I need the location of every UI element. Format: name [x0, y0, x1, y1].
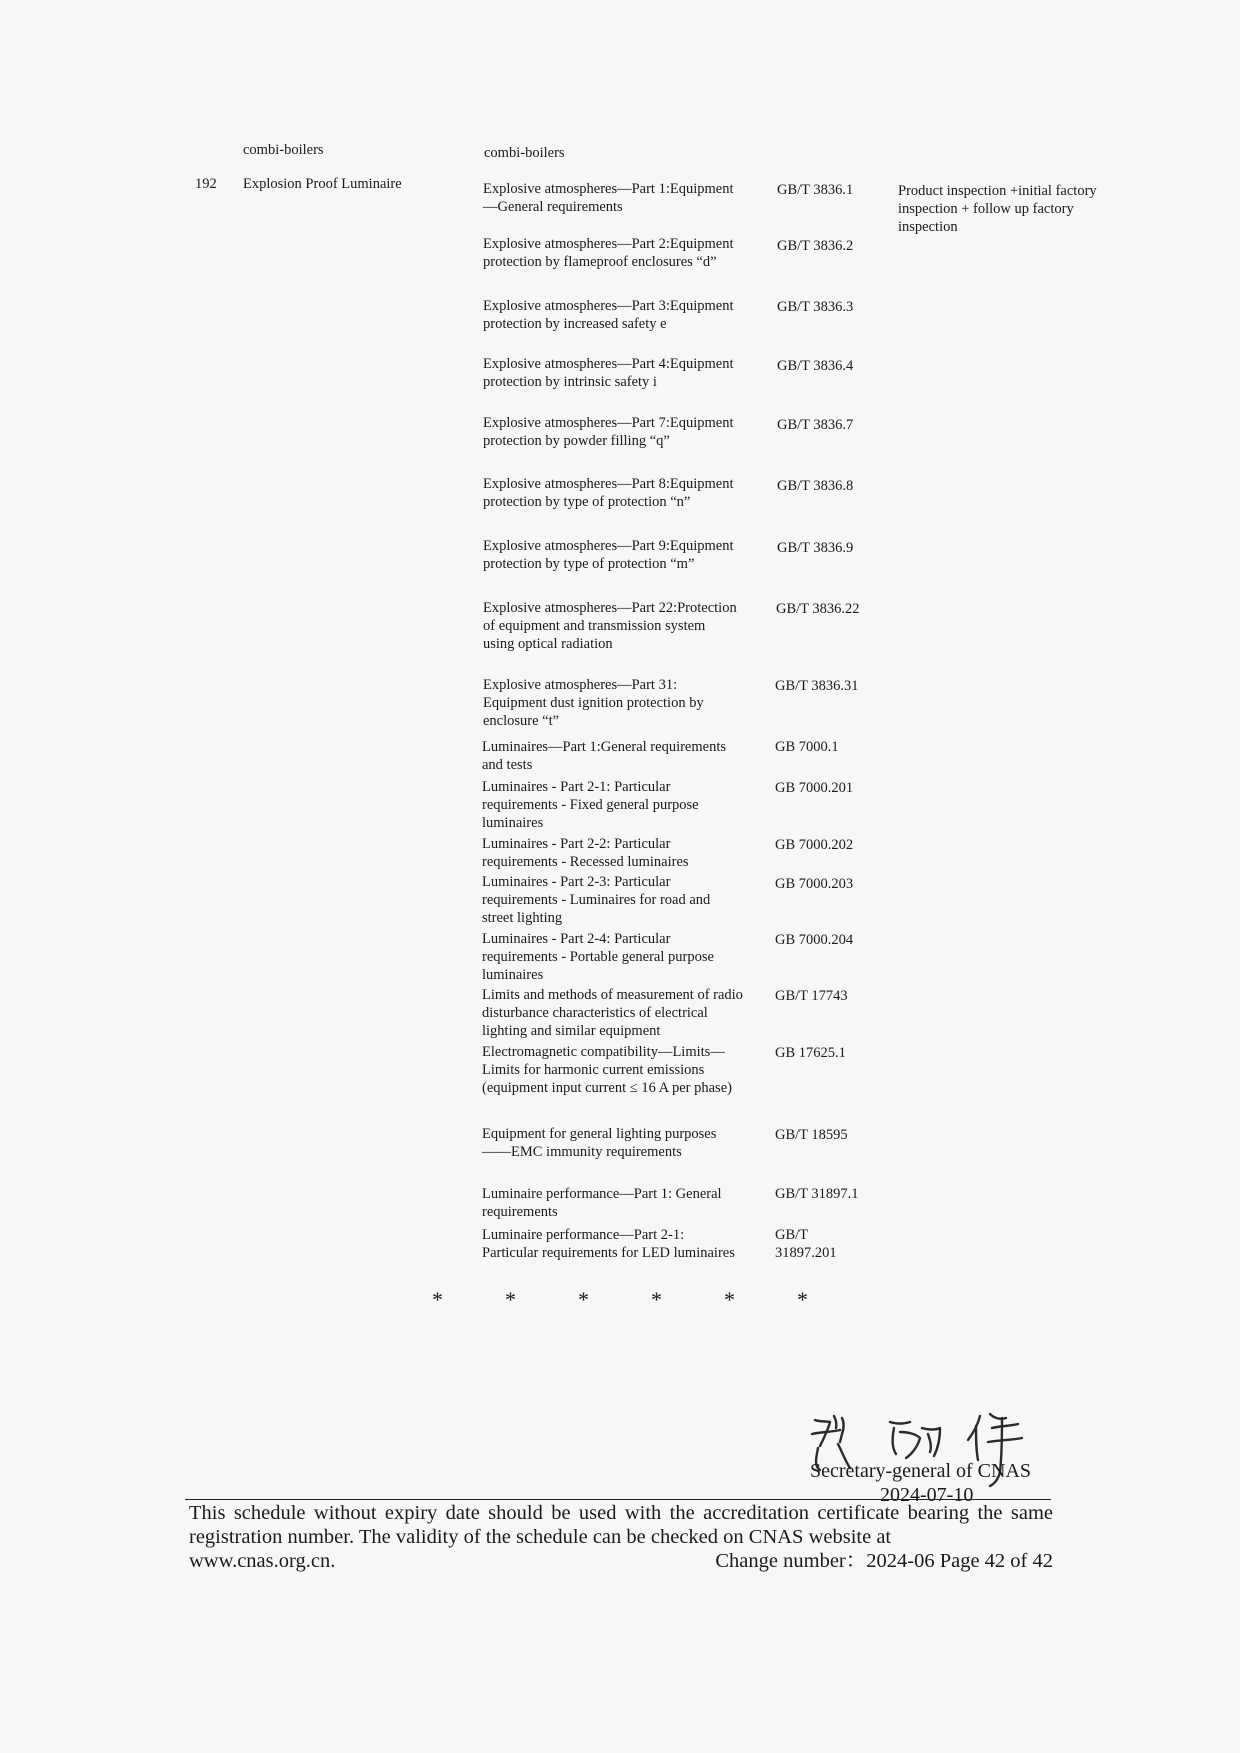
standard-code: GB 7000.1 — [775, 739, 839, 755]
standard-code: GB/T 18595 — [775, 1127, 848, 1143]
standard-title: Explosive atmospheres—Part 1:Equipment—General requirements — [483, 181, 734, 215]
standard-title: Electromagnetic compatibility—Limits—Limits for harmonic current emissions (equipment input current ≤ 16 A per phase) — [482, 1044, 732, 1096]
standard-code: GB/T 31897.201 — [775, 1227, 837, 1261]
footer-bottom-line — [189, 1549, 1053, 1573]
standard-title: Luminaires - Part 2-3: Particular requirements - Luminaires for road and street lighting — [482, 874, 711, 926]
standard-title: Explosive atmospheres—Part 8:Equipment protection by type of protection “n” — [483, 476, 734, 510]
footer-note: This schedule without expiry date should be used with the accreditation certificate bearing the same registration number. The validity of the schedule can be checked on CNAS website at — [189, 1502, 1053, 1548]
standard-code: GB/T 3836.7 — [777, 417, 854, 433]
row-number: 192 — [195, 176, 217, 192]
standard-title: Explosive atmospheres—Part 4:Equipment protection by intrinsic safety i — [483, 356, 734, 390]
standard-title: Limits and methods of measurement of radio disturbance characteristics of electrical lighting and similar equipment — [482, 987, 743, 1039]
standard-code: GB 7000.204 — [775, 932, 854, 948]
end-mark: * — [651, 1287, 662, 1312]
standard-code: GB/T 3836.31 — [775, 678, 859, 694]
website-link[interactable]: www.cnas.org.cn. — [189, 1550, 336, 1572]
footer-rule — [185, 1499, 1051, 1500]
product-name: Explosion Proof Luminaire — [243, 176, 402, 192]
standard-code: GB 7000.202 — [775, 837, 854, 853]
standard-title: Explosive atmospheres—Part 22:Protection of equipment and transmission system using optical radiation — [483, 600, 737, 652]
standard-code: GB/T 3836.1 — [777, 182, 854, 198]
standard-code: GB/T 3836.2 — [777, 238, 854, 254]
standard-title: Luminaires - Part 2-4: Particular requirements - Portable general purpose luminaires — [482, 931, 714, 983]
standard-code: GB 17625.1 — [775, 1045, 846, 1061]
standard-title: Explosive atmospheres—Part 3:Equipment protection by increased safety e — [483, 298, 734, 332]
standard-code: GB 7000.201 — [775, 780, 854, 796]
end-mark: * — [724, 1287, 735, 1312]
standard-code: GB/T 3836.22 — [776, 601, 860, 617]
standard-title: Explosive atmospheres—Part 2:Equipment protection by flameproof enclosures “d” — [483, 236, 734, 270]
standard-code: GB/T 17743 — [775, 988, 848, 1004]
prev-standard-cell: combi-boilers — [484, 145, 565, 161]
standard-title: Luminaires—Part 1:General requirements and tests — [482, 739, 727, 773]
inspection-remark: Product inspection +initial factory inspection + follow up factory inspection — [898, 183, 1097, 235]
standard-title: Explosive atmospheres—Part 7:Equipment protection by powder filling “q” — [483, 415, 734, 449]
standard-code: GB/T 3836.8 — [777, 478, 854, 494]
standard-code: GB/T 3836.3 — [777, 299, 854, 315]
standard-code: GB 7000.203 — [775, 876, 854, 892]
standard-code: GB/T 3836.4 — [777, 358, 854, 374]
end-mark: * — [432, 1287, 443, 1312]
standard-title: Luminaires - Part 2-1: Particular requirements - Fixed general purpose luminaires — [482, 779, 699, 831]
standard-title: Equipment for general lighting purposes——EMC immunity requirements — [482, 1126, 717, 1160]
standard-title: Explosive atmospheres—Part 31: Equipment dust ignition protection by enclosure “t” — [483, 677, 704, 729]
standard-title: Luminaire performance—Part 2-1: Particular requirements for LED luminaires — [482, 1227, 735, 1261]
standard-code: GB/T 3836.9 — [777, 540, 854, 556]
end-mark: * — [578, 1287, 589, 1312]
end-mark: * — [505, 1287, 516, 1312]
standard-code: GB/T 31897.1 — [775, 1186, 859, 1202]
standard-title: Explosive atmospheres—Part 9:Equipment protection by type of protection “m” — [483, 538, 734, 572]
standard-title: Luminaire performance—Part 1: General requirements — [482, 1186, 722, 1220]
signature-date: 2024-07-10 — [880, 1484, 974, 1506]
standard-title: Luminaires - Part 2-2: Particular requirements - Recessed luminaires — [482, 836, 689, 870]
signatory-title: Secretary-general of CNAS — [810, 1460, 1032, 1482]
end-mark: * — [797, 1287, 808, 1312]
prev-product-cell: combi-boilers — [243, 142, 324, 158]
change-number: Change number：2024-06 Page 42 of 42 — [715, 1550, 1053, 1572]
